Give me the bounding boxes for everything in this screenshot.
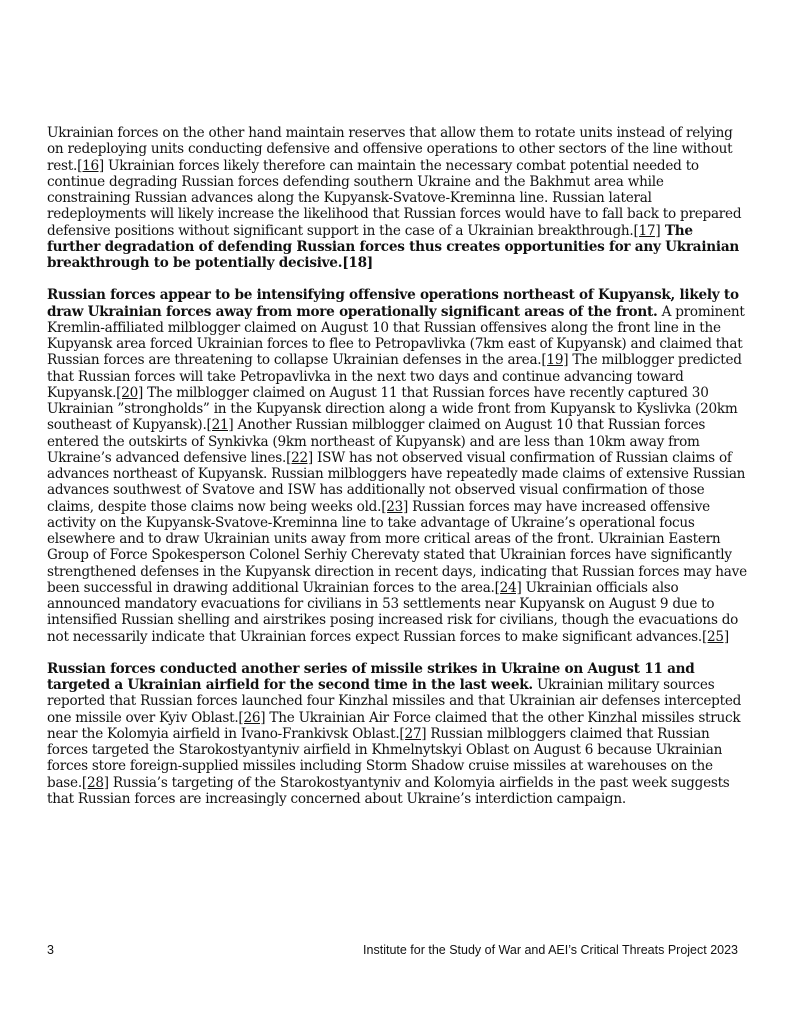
footnote-link[interactable]: [21] bbox=[206, 417, 234, 434]
footnote-link[interactable]: [22] bbox=[286, 449, 313, 466]
body-text: Another Russian milblogger claimed on August 10 that Russian forces entered the outskirts of Synkivka (9km northeast of Kupyansk) and are less than 10km away from Ukraine’s advanced defensive lines. bbox=[47, 417, 706, 466]
paragraph-lead: Russian forces conducted another series of missile strikes in Ukraine on August 11 and targeted a Ukrainian airfield for the second time in the last week. bbox=[47, 660, 695, 693]
page-number: 3 bbox=[47, 943, 54, 957]
footnote-link[interactable]: [16] bbox=[77, 157, 104, 174]
document-body bbox=[47, 125, 747, 823]
body-text: Ukrainian military sources reported that Russian forces launched four Kinzhal missiles and that Ukrainian air defenses intercepted one missile over Kyiv Oblast. bbox=[47, 677, 742, 726]
body-text: Ukrainian officials also announced mandatory evacuations for civilians in 53 settlements near Kupyansk on August 9 due to intensified Russian shelling and airstrikes posing increased risk for civilians, though the evacuations do not necessarily indicate that Ukrainian forces expect Russian forces to make significant advances. bbox=[47, 579, 739, 645]
body-text: A prominent Kremlin-affiliated milblogger claimed on August 10 that Russian offensives along the front line in the Kupyansk area forced Ukrainian forces to flee to Petropavlivka (7km east of Kupyansk) and claimed that Russian forces are threatening to collapse Ukrainian defenses in the area. bbox=[47, 303, 745, 369]
footnote-link[interactable]: [19] bbox=[541, 352, 569, 369]
paragraph-lead: Russian forces appear to be intensifying offensive operations northeast of Kupyansk, likely to draw Ukrainian forces away from more operationally significant areas of the front. bbox=[47, 287, 739, 320]
footnote-link[interactable]: [23] bbox=[381, 498, 409, 515]
body-text: Ukrainian forces likely therefore can maintain the necessary combat potential needed to continue degrading Russian forces defending southern Ukraine and the Bakhmut area while constraining Russian advances along the Kupyansk-Svatove-Kreminna line. Russian lateral redeployments will likely increase the likelihood that Russian forces would have to fall back to prepared defensive positions without significant support in the case of a Ukrainian breakthrough. bbox=[47, 157, 742, 239]
bold-text: The further degradation of defending Russian forces thus creates opportunities for any Ukrainian breakthrough to be potentially decisive.[18] bbox=[47, 222, 740, 271]
footnote-link[interactable]: [17] bbox=[633, 222, 661, 239]
body-text: Russian forces may have increased offensive activity on the Kupyansk-Svatove-Kreminna line to take advantage of Ukraine’s operational focus elsewhere and to draw Ukrainian units away from more critical areas of the front. Ukrainian Eastern Group of Force Spokesperson Colonel Serhiy Cherevaty stated that Ukrainian forces have significantly strengthened defenses in the Kupyansk direction in recent days, indicating that Russian forces may have been successful in drawing additional Ukrainian forces to the area. bbox=[47, 498, 747, 596]
footnote-link[interactable]: [20] bbox=[116, 384, 144, 401]
body-text: Russian milbloggers claimed that Russian forces targeted the Starokostyantyniv airfield in Khmelnytskyi Oblast on August 6 because Ukrainian forces store foreign-supplied missiles including Storm Shadow cruise missiles at warehouses on the base. bbox=[47, 725, 723, 791]
body-text: Russia’s targeting of the Starokostyantyniv and Kolomyia airfields in the past week suggests that Russian forces are increasingly concerned about Ukraine’s interdiction campaign. bbox=[47, 774, 730, 807]
paragraph-2 bbox=[47, 287, 747, 645]
paragraph-3 bbox=[47, 661, 747, 807]
body-text: Ukrainian forces on the other hand maintain reserves that allow them to rotate units instead of relying on redeploying units conducting defensive and offensive operations to other sectors of the line without rest. bbox=[47, 125, 733, 174]
footnote-link[interactable]: [25] bbox=[701, 628, 729, 645]
body-text: The milblogger predicted that Russian forces will take Petropavlivka in the next two days and continue advancing toward Kupyansk. bbox=[47, 352, 742, 401]
body-text: The Ukrainian Air Force claimed that the other Kinzhal missiles struck near the Kolomyia airfield in Ivano-Frankivsk Oblast. bbox=[47, 709, 741, 742]
footnote-link[interactable]: [27] bbox=[399, 725, 427, 742]
paragraph-1 bbox=[47, 125, 747, 271]
body-text: The milblogger claimed on August 11 that Russian forces have recently captured 30 Ukrainian ”strongholds” in the Kupyansk direction along a wide front from Kupyansk to Kyslivka (20km southeast of Kupyansk). bbox=[47, 384, 738, 434]
footnote-link[interactable]: [26] bbox=[238, 709, 266, 726]
footnote-link[interactable]: [24] bbox=[494, 579, 522, 596]
footnote-link[interactable]: [28] bbox=[81, 774, 109, 791]
body-text: ISW has not observed visual confirmation of Russian claims of advances northeast of Kupyansk. Russian milbloggers have repeatedly made claims of extensive Russian advances southwest of Svatove and ISW has additionally not observed visual confirmation of those claims, despite those claims now being weeks old. bbox=[47, 449, 746, 515]
footer-organization: Institute for the Study of War and AEI’s Critical Threats Project 2023 bbox=[363, 943, 738, 957]
